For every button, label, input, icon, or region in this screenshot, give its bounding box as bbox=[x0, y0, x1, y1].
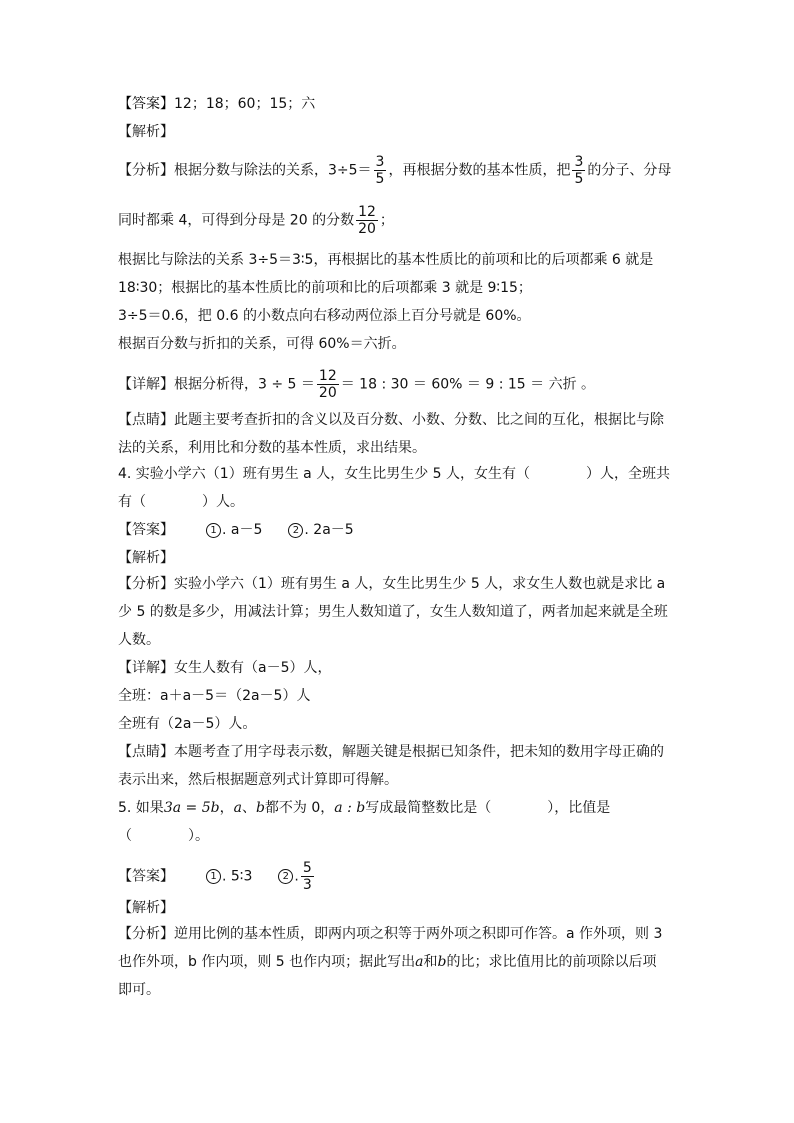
q5-stem-line-1 bbox=[118, 798, 610, 818]
fenxi-text: 根据分数与除法的关系，3÷5＝ bbox=[174, 162, 372, 179]
frac-numerator: 12 bbox=[358, 204, 376, 220]
q5-fenxi-line-1 bbox=[118, 924, 662, 944]
stem-text: 、 bbox=[241, 800, 256, 816]
q4-stem-line-2: 有（ ）人。 bbox=[118, 494, 244, 510]
fenxi-tag: 【分析】 bbox=[118, 926, 174, 942]
q3-dianjing-line-1 bbox=[118, 410, 664, 430]
q3-fenxi-line-4: 18∶30；根据比的基本性质比的前项和比的后项都乘 3 就是 9∶15； bbox=[118, 280, 532, 296]
frac-denominator: 20 bbox=[358, 221, 376, 237]
q3-fenxi-line-6: 根据百分数与折扣的关系，可得 60%＝六折。 bbox=[118, 336, 406, 352]
stem-var-a: a bbox=[233, 800, 242, 816]
fraction-3-5 bbox=[374, 154, 387, 187]
q3-xiangjie-line bbox=[118, 368, 595, 401]
circled-2-icon: 2 bbox=[288, 523, 303, 538]
fenxi-text: 也作外项，b 作内项，则 5 也作内项；据此写出 bbox=[118, 954, 416, 970]
answer-2: . 2a－5 bbox=[304, 522, 354, 538]
xiangjie-text: 根据分析得，3 ÷ 5 ＝ bbox=[174, 376, 315, 393]
fraction-12-20 bbox=[317, 368, 339, 401]
q5-analysis-tag: 【解析】 bbox=[118, 900, 174, 916]
answer-tag: 【答案】 bbox=[118, 96, 174, 112]
answer-1: . 5∶3 bbox=[222, 868, 253, 885]
q4-stem-line-1: 4. 实验小学六（1）班有男生 a 人，女生比男生少 5 人，女生有（ ）人，全班共 bbox=[118, 466, 670, 482]
answer-tag: 【答案】 bbox=[118, 522, 174, 538]
dianjing-text: 本题考查了用字母表示数，解题关键是根据已知条件，把未知的数用字母正确的 bbox=[174, 744, 664, 760]
q4-fenxi-line-3: 人数。 bbox=[118, 632, 160, 648]
stem-text: 写成最简整数比是（ ），比值是 bbox=[365, 800, 611, 816]
q3-analysis-tag bbox=[118, 122, 174, 142]
fenxi-tag: 【分析】 bbox=[118, 162, 174, 179]
q3-fenxi-line-3: 根据比与除法的关系 3÷5＝3∶5，再根据比的基本性质比的前项和比的后项都乘 6 就是 bbox=[118, 252, 654, 268]
q4-dianjing-line-1 bbox=[118, 742, 664, 762]
fenxi-text: 的分子、分母 bbox=[587, 162, 672, 179]
q4-xiangjie-line-2: 全班：a＋a－5＝（2a－5）人 bbox=[118, 688, 311, 704]
q4-dianjing-line-2: 表示出来，然后根据题意列式计算即可得解。 bbox=[118, 772, 398, 788]
fraction-3-5 bbox=[572, 154, 585, 187]
xiangjie-text: 女生人数有（a－5）人， bbox=[174, 660, 332, 676]
stem-equation: 3a = 5b bbox=[163, 800, 220, 816]
dianjing-tag: 【点睛】 bbox=[118, 412, 174, 428]
stem-text: ， bbox=[219, 800, 234, 816]
q3-fenxi-line-1 bbox=[118, 154, 671, 187]
analysis-tag: 【解析】 bbox=[118, 124, 174, 140]
q5-stem-line-2: （ ）。 bbox=[118, 828, 209, 844]
dianjing-text: 此题主要考查折扣的含义以及百分数、小数、分数、比之间的互化，根据比与除 bbox=[174, 412, 664, 428]
fraction-12-20 bbox=[356, 204, 378, 237]
stem-ratio: a : b bbox=[334, 800, 366, 816]
var-b: b bbox=[437, 954, 447, 970]
q3-dianjing-line-2: 法的关系，利用比和分数的基本性质，求出结果。 bbox=[118, 440, 426, 456]
q4-fenxi-line-1 bbox=[118, 574, 665, 594]
answer-2-prefix: . bbox=[294, 868, 299, 885]
q4-fenxi-line-2: 少 5 的数是多少，用减法计算；男生人数知道了，女生人数知道了，两者加起来就是全班 bbox=[118, 604, 668, 620]
stem-text: 5. 如果 bbox=[118, 800, 164, 816]
xiangjie-text: ＝ 18 : 30 ＝ 60% ＝ 9 : 15 ＝ 六折 。 bbox=[340, 376, 596, 393]
fenxi-text: ，再根据分数的基本性质，把 bbox=[388, 162, 571, 179]
answer-1: . a－5 bbox=[222, 522, 263, 538]
frac-denominator: 20 bbox=[318, 385, 337, 401]
q4-xiangjie-line-3: 全班有（2a－5）人。 bbox=[118, 716, 257, 732]
fenxi-text: 的比；求比值用比的前项除以后项 bbox=[446, 954, 657, 970]
fenxi-text: ； bbox=[379, 212, 394, 229]
circled-1-icon: 1 bbox=[206, 523, 221, 538]
xiangjie-tag: 【详解】 bbox=[118, 376, 174, 393]
fenxi-text: 实验小学六（1）班有男生 a 人，女生比男生少 5 人，求女生人数也就是求比 a bbox=[174, 576, 666, 592]
circled-1-icon: 1 bbox=[206, 869, 221, 884]
fenxi-tag: 【分析】 bbox=[118, 576, 174, 592]
fraction-5-3 bbox=[301, 860, 314, 893]
fenxi-text: 和 bbox=[423, 954, 438, 970]
stem-var-b: b bbox=[255, 800, 265, 816]
q5-fenxi-line-3: 即可。 bbox=[118, 982, 160, 998]
q5-fenxi-line-2 bbox=[118, 952, 656, 972]
q3-fenxi-line-2 bbox=[118, 204, 394, 237]
frac-numerator: 12 bbox=[318, 368, 337, 384]
fenxi-text: 逆用比例的基本性质，即两内项之积等于两外项之积即可作答。a 作外项，则 3 bbox=[174, 926, 663, 942]
fenxi-text: 同时都乘 4，可得到分母是 20 的分数 bbox=[118, 212, 355, 229]
q3-fenxi-line-5: 3÷5＝0.6，把 0.6 的小数点向右移动两位添上百分号就是 60%。 bbox=[118, 308, 531, 324]
circled-2-icon: 2 bbox=[278, 869, 293, 884]
q3-answer-line bbox=[118, 94, 315, 114]
dianjing-tag: 【点睛】 bbox=[118, 744, 174, 760]
q4-analysis-tag: 【解析】 bbox=[118, 550, 174, 566]
frac-denominator: 5 bbox=[574, 171, 584, 187]
frac-denominator: 3 bbox=[302, 877, 312, 893]
frac-numerator: 3 bbox=[375, 154, 385, 170]
var-a: a bbox=[415, 954, 424, 970]
q4-xiangjie-line-1 bbox=[118, 658, 332, 678]
q4-answer-line bbox=[118, 520, 354, 540]
stem-text: 都不为 0， bbox=[264, 800, 335, 816]
frac-numerator: 5 bbox=[302, 860, 312, 876]
answer-text: 12；18；60；15；六 bbox=[174, 96, 316, 112]
answer-tag: 【答案】 bbox=[118, 868, 174, 885]
xiangjie-tag: 【详解】 bbox=[118, 660, 174, 676]
frac-numerator: 3 bbox=[574, 154, 584, 170]
q5-answer-line bbox=[118, 860, 316, 893]
frac-denominator: 5 bbox=[375, 171, 385, 187]
